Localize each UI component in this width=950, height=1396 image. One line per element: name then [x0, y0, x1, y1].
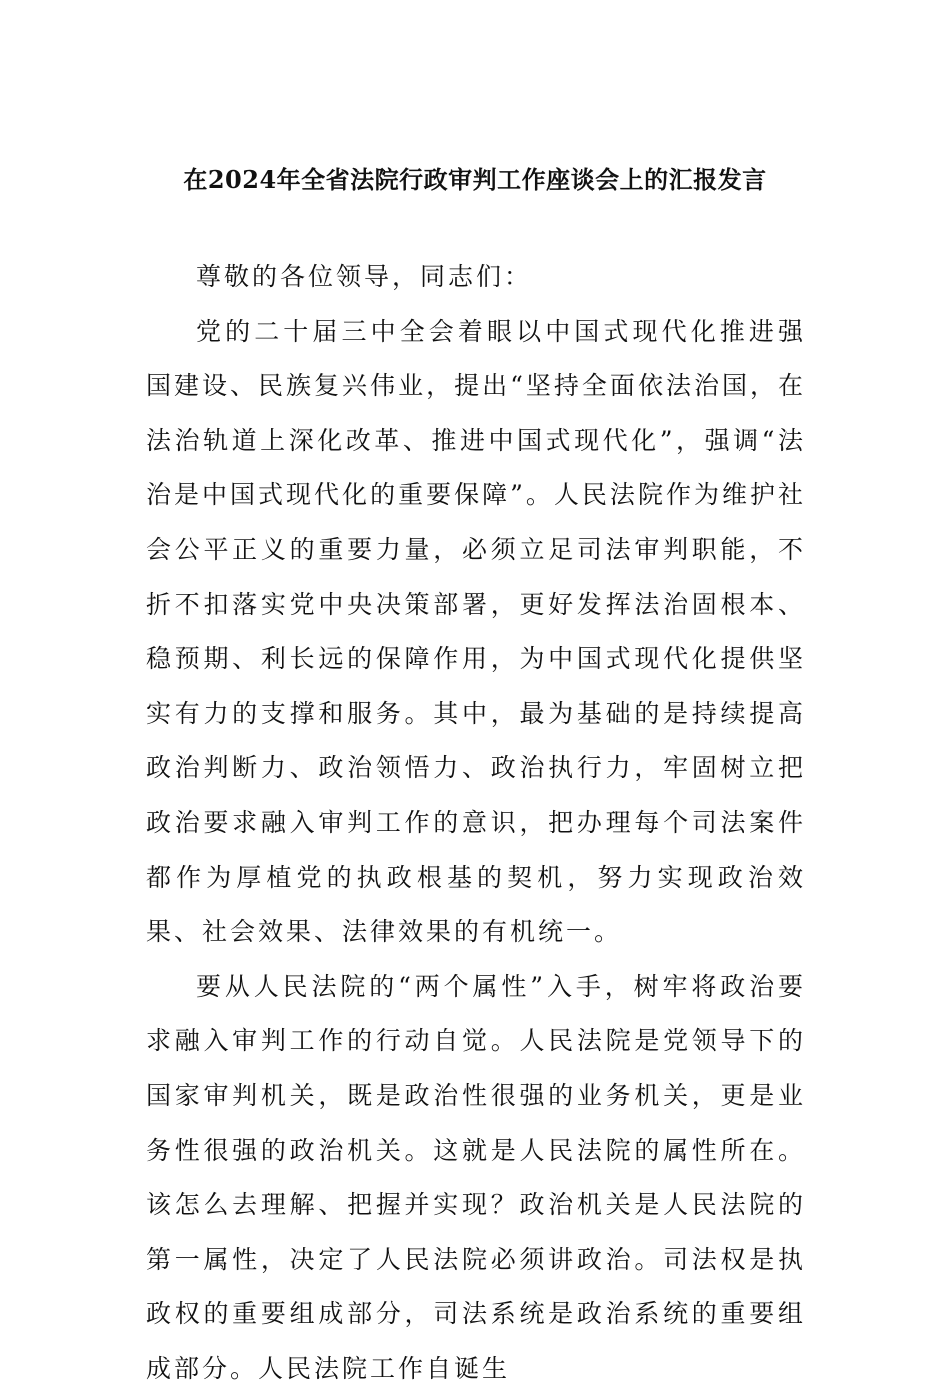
paragraph-2: 要从人民法院的“两个属性”入手，树牢将政治要求融入审判工作的行动自觉。人民法院是党领导下的国家审判机关，既是政治性很强的业务机关，更是业务性很强的政治机关。这就是人民法院的属性所在。该怎么去理解、把握并实现？政治机关是人民法院的第一属性，决定了人民法院必须讲政治。司法权是执政权的重要组成部分，司法系统是政治系统的重要组成部分。人民法院工作自诞生 — [146, 971, 806, 1383]
document-body — [146, 250, 806, 1396]
document-title: 在2024年全省法院行政审判工作座谈会上的汇报发言 — [183, 165, 767, 194]
salutation: 尊敬的各位领导，同志们： — [196, 262, 533, 291]
paragraph-1: 党的二十届三中全会着眼以中国式现代化推进强国建设、民族复兴伟业，提出“坚持全面依法治国，在法治轨道上深化改革、推进中国式现代化”，强调“法治是中国式现代化的重要保障”。人民法院作为维护社会公平正义的重要力量，必须立足司法审判职能，不折不扣落实党中央决策部署，更好发挥法治固根本、稳预期、利长远的保障作用，为中国式现代化提供坚实有力的支撑和服务。其中，最为基础的是持续提高政治判断力、政治领悟力、政治执行力，牢固树立把政治要求融入审判工作的意识，把办理每个司法案件都作为厚植党的执政根基的契机，努力实现政治效果、社会效果、法律效果的有机统一。 — [146, 316, 806, 947]
